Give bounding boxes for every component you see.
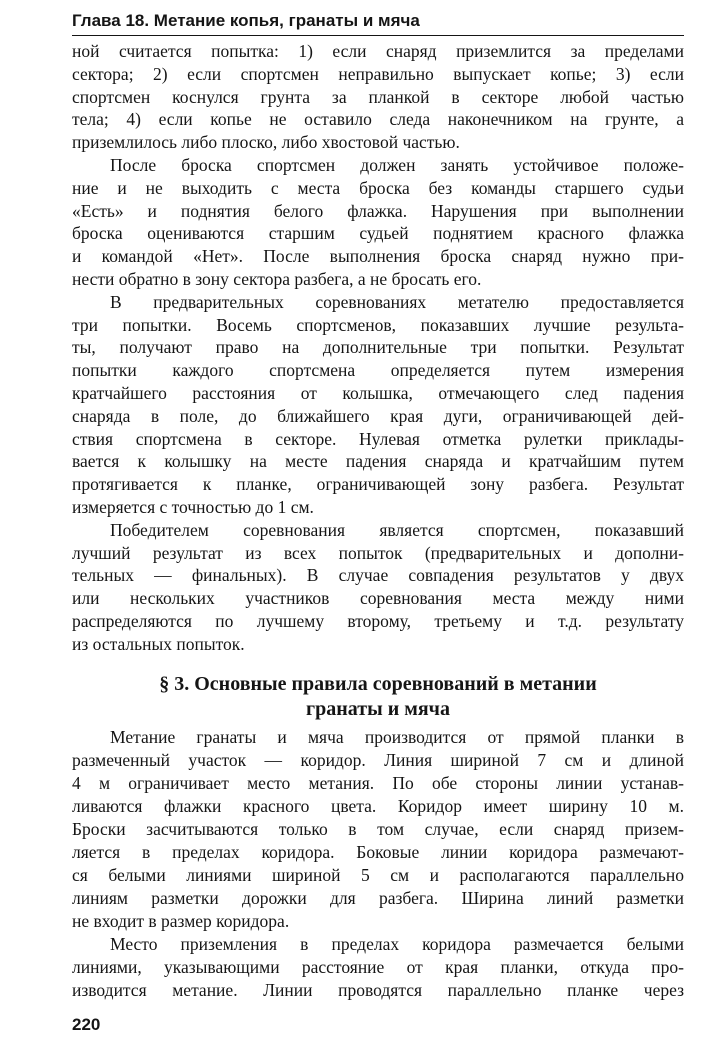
text-line: не входит в размер коридора. — [72, 911, 290, 931]
text-line: «Есть» и поднятия белого флажка. Нарушения при выполнении — [72, 200, 684, 221]
text-line: Метание гранаты и мяча производится от прямой планки в — [110, 727, 684, 747]
text-line: ной считается попытка: 1) если снаряд приземлится за пределами — [72, 41, 684, 61]
text-line: изводится метание. Линии проводятся параллельно планке через — [72, 980, 684, 1000]
text-line: ствия спортсмена в секторе. Нулевая отметка рулетки приклады- — [72, 428, 684, 449]
paragraph — [72, 154, 684, 291]
text-line: линиями, указывающими расстояние от края планки, откуда про- — [72, 957, 684, 977]
text-line: 4 м ограничивает место метания. По обе стороны линии устанав- — [72, 773, 684, 793]
text-line: тела; 4) если копье не оставило следа наконечником на грунте, а — [72, 109, 684, 130]
text-line: распределяются по лучшему второму, третьему и т.д. результату — [72, 610, 684, 631]
paragraph — [72, 291, 684, 519]
text-line: и командой «Нет». После выполнения броска снаряд нужно при- — [72, 246, 684, 267]
text-line: сектора; 2) если спортсмен неправильно выпускает копье; 3) если — [72, 63, 684, 84]
text-line: ливаются флажки красного цвета. Коридор имеет ширину 10 м. — [72, 796, 684, 816]
text-line: или нескольких участников соревнования места между ними — [72, 588, 684, 609]
text-line: лучший результат из всех попыток (предварительных и дополни- — [72, 542, 684, 563]
text-line: Броски засчитываются только в том случае, если снаряд призем- — [72, 819, 684, 839]
paragraph — [72, 519, 684, 656]
text-line: ся белыми линиями шириной 5 см и располагаются параллельно — [72, 865, 684, 885]
text-line: Победителем соревнования является спортсмен, показавший — [110, 519, 684, 540]
text-line: спортсмен коснулся грунта за планкой в секторе любой частью — [72, 86, 684, 107]
text-line: приземлилось либо плоско, либо хвостовой частью. — [72, 132, 460, 153]
text-line: линиям разметки дорожки для разбега. Ширина линий разметки — [72, 888, 684, 908]
text-line: тельных — финальных). В случае совпадения результатов у двух — [72, 565, 684, 586]
paragraph — [72, 726, 684, 933]
page-number: 220 — [72, 1015, 101, 1034]
running-header: Глава 18. Метание копья, гранаты и мяча — [72, 8, 684, 36]
text-line: В предварительных соревнованиях метателю предоставляется — [110, 291, 684, 312]
paragraph — [72, 933, 684, 1002]
paragraph — [72, 40, 684, 154]
text-line: размеченный участок — коридор. Линия шириной 7 см и длиной — [72, 750, 684, 770]
text-line: измеряется с точностью до 1 см. — [72, 496, 314, 517]
text-line: нести обратно в зону сектора разбега, а не бросать его. — [72, 268, 482, 289]
text-line: броска оцениваются старшим судьей поднятием красного флажка — [72, 223, 684, 244]
body-text-top — [72, 40, 684, 656]
section-heading — [72, 672, 684, 722]
section-heading-line-1: § 3. Основные правила соревнований в метании — [159, 673, 597, 695]
text-line: из остальных попыток. — [72, 633, 245, 654]
text-line: попытки каждого спортсмена определяется путем измерения — [72, 360, 684, 381]
text-line: ты, получают право на дополнительные три попытки. Результат — [72, 337, 684, 358]
section-heading-line-2: гранаты и мяча — [306, 698, 450, 720]
body-text-bottom — [72, 726, 684, 1002]
text-line: кратчайшего расстояния от колышка, отмечающего след падения — [72, 382, 684, 403]
text-line: ние и не выходить с места броска без команды старшего судьи — [72, 177, 684, 198]
text-line: Место приземления в пределах коридора размечается белыми — [110, 934, 684, 954]
text-line: ляется в пределах коридора. Боковые линии коридора размечают- — [72, 842, 684, 862]
text-line: протягивается к планке, ограничивающей зону разбега. Результат — [72, 474, 684, 495]
text-line: снаряда в поле, до ближайшего края дуги, ограничивающей дей- — [72, 405, 684, 426]
text-line: вается к колышку на месте падения снаряда и кратчайшим путем — [72, 451, 684, 472]
text-line: После броска спортсмен должен занять устойчивое положе- — [110, 154, 684, 175]
text-line: три попытки. Восемь спортсменов, показавших лучшие результа- — [72, 314, 684, 335]
